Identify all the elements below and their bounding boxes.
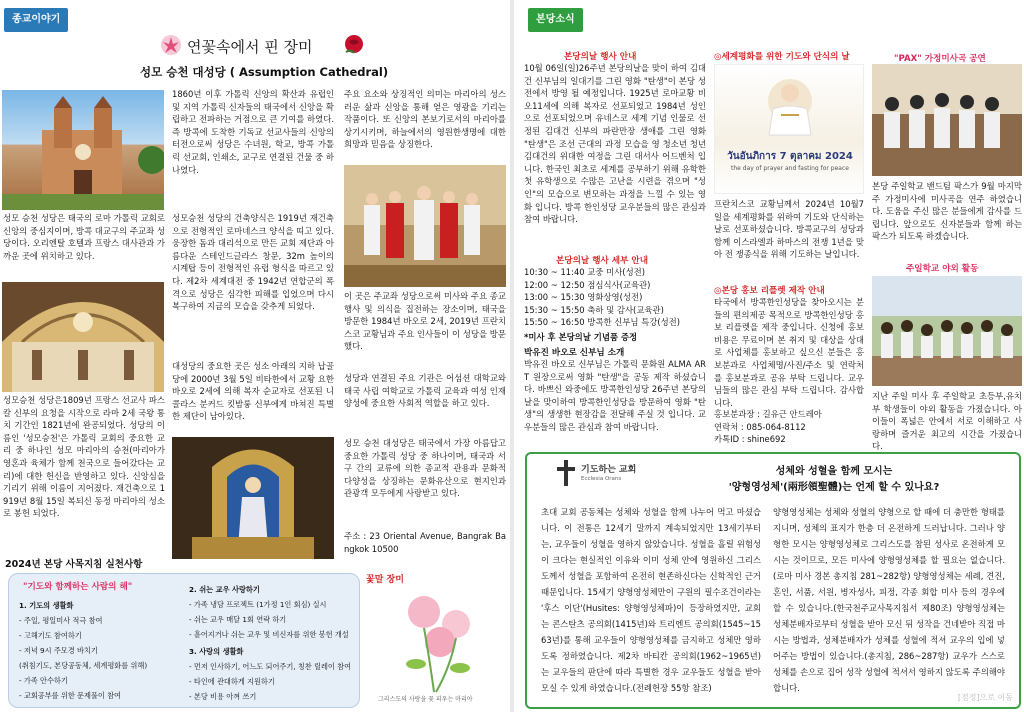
plan-item: - 쉬는 교우 매달 1회 연락 하기 (189, 615, 287, 624)
praying-church-icon (555, 460, 577, 486)
cathedral-dome-photo (2, 282, 164, 392)
col1-paragraph-2: 성모승천 성당은1809년 프랑스 선교사 파스칼 신부의 요청을 시작으로 라마 2세 국왕 통치 기간인 1821년에 완공되었다. 성당의 이름인 '성모승천'은 가톨릭 교회의 중요한 교리 중 하나인 성모 마리아의 승천(마리아가 영혼과 육체가 함께 천국으로 들어갔다는 교리)에 대한 헌신을 반영하고 있다. 신앙심을 기리기 위해 이름이 지어졌다. 재건축으로 1919년 8월 15일 복되신 동정 마리아의 성소로 봉헌 되었다. (3, 395, 165, 519)
contact-info (714, 408, 864, 446)
plan-slogan: "기도와 함께하는 사람의 해" (23, 582, 133, 592)
watermark: [점정]으로 이동 (957, 693, 1013, 702)
communion-article-box (525, 452, 1021, 709)
plan-item: 2. 쉬는 교우 사랑하기 (189, 585, 260, 594)
article-left-text: 초대 교회 공동체는 성체와 성혈을 함께 나누어 먹고 마셨습니다. 이 전통은 12세기 말까지 계속되었지만 13세기부터는, 교우들이 성혈을 영하지 않았습니다. 성혈을 흘릴 위험성이 크다는 현실적인 이유와 이미 성체 안에 영원하신 그리스도께서 성혈을 포함하여 온전히 현존하신다는 신학적인 근거 때문입니다. 15세기 양형영성체만이 구원의 필수조건이라는 '후스 이단'(Husites: 양형영성체파)이 등장하였지만, 교회는 콘스탄츠 공의회(1415년)와 트리엔트 공의회(1545~1563년)를 통해 교우들이 양형영성체를 금지하고 성체만 영하도록 정하였습니다. 제2차 바티칸 공의회(1962~1965년)는 교우들의 판단에 따라 특별한 경우 교우들도 성혈을 받아 모실 수 있게 하였습니다.(전례헌장 55항 참조) (541, 507, 761, 693)
lotus-icon (160, 34, 182, 56)
poster-title: วันอันภิการ 7 ตุลาคม 2024 (727, 151, 853, 162)
left-page (0, 0, 510, 712)
page-subtitle: 성모 승천 대성당 ( Assumption Cathedral) (140, 65, 389, 79)
schedule-item: *미사 후 본당의날 기념품 증정 (524, 331, 638, 342)
schedule-item: 15:50 ~ 16:50 방콕한 신부님 특강(성전) (524, 317, 681, 328)
priest-text: 박유진 바오로 신부님은 가톨릭 문화원 ALMA ART 원장으로써 영화 "탄생"을 공동 제작 하셨습니다. 바쁘신 와중에도 방콕한인성당 26주년 본당의날을 맞이하여 방콕한인성당을 방문하여 영화 "탄생"의 생생한 현장감을 전달해 주실 것 입니다. 교우분들의 많은 관심과 참여 바랍니다. (524, 359, 706, 432)
plan-item: - 가족 냉담 프로젝트 (1가정 1인 회심) 실시 (189, 600, 327, 609)
drawing-note: 그리스도의 사랑을 꽃 피우는 마리아 (378, 696, 473, 703)
plan-item: - 주일, 평일미사 적극 참여 (19, 616, 103, 625)
col3-paragraph-2: 이 곳은 주교좌 성당으로써 미사와 주요 종교 행사 및 의식을 집전하는 장소이며, 태국을 방문한 1984년 바오로 2세, 2019년 프란치스코 교황님과 주요 인사들이 이 성당을 방문했다. (344, 291, 506, 352)
address: 주소 : 23 Oriental Avenue, Bangrak Bangkok 10500 (344, 531, 506, 554)
schedule-item: 12:00 ~ 12:50 점심식사(교육관) (524, 279, 651, 290)
col2-paragraph-3: 대성당의 중요한 곳은 성소 아래의 지하 납골당에 2000년 3월 5일 비타한에서 교황 요한 바오로 2세에 의해 복자 순교자로 선포된 니콜라스 분커드 킷밤룽 신부에게 바쳐진 특별한 제단이 남아있다. (172, 361, 334, 422)
col1-paragraph-1: 성모 승천 성당은 태국의 로마 가톨릭 교회로 신앙의 중심지이며, 방콕 대교구의 주교좌 성당이다. 오리엔탈 호텔과 프랑스 대사관과 가까운 곳에 위치하고 있다. (3, 213, 165, 261)
schedule-item: 15:30 ~ 15:50 축하 및 감사(교육관) (524, 304, 664, 315)
schedule-heading: 본당의날 행사 세부 안내 (556, 256, 648, 266)
plan-item: - 본당 비용 아껴 쓰기 (189, 692, 257, 701)
schedule-list (524, 266, 706, 344)
schedule-item: 13:00 ~ 15:30 영화상영(성전) (524, 292, 643, 303)
pax-heading: "PAX" 가정미사곡 공연 (894, 54, 986, 64)
pastoral-plan-box (8, 573, 360, 708)
poster-subtitle: the day of prayer and fasting for peace (731, 165, 849, 172)
plan-item: (취침기도, 본당공동체, 세계평화를 위해) (19, 661, 148, 670)
plan-item: - 고해기도 참여하기 (19, 631, 82, 640)
drawing-caption: 꽃말 장미 (366, 575, 404, 585)
plan-item: - 먼저 인사하기, 어느도 되어주기, 칭찬 릴레이 참여 (189, 662, 352, 671)
plan-item: 3. 사랑의 생활화 (189, 647, 244, 656)
rose-drawing (364, 572, 508, 708)
article-title-line2: '양형영성체'(兩形領聖體)는 언제 할 수 있나요? (728, 482, 940, 493)
altar-statue-photo (172, 437, 334, 559)
col3-paragraph-3: 성당과 연결된 주요 기관은 어섬션 대학교와 태국 사립 여학교로 가톨릭 교육과 여성 인재 양성에 중요한 사회적 역할을 하고 있다. (344, 373, 506, 409)
col3-paragraph-1: 주요 요소와 상징적인 의미는 마리아의 성스러운 삶과 신앙을 통해 얻은 영광을 기리는 작품이다. 또 신앙의 본보기로서의 마리아를 상기시키며, 하늘에서의 영원한생명에 대한 희망과 믿음을 상징한다. (344, 89, 506, 150)
peace-day-text: 프란치스코 교황님께서 2024년 10월7일을 세계평화를 위하여 기도와 단식하는 날로 선포하셨습니다. 방콕교구의 성당과 함께 이스라엘과 하마스의 전쟁 1년을 맞아 전 쟁종식을 위해 기도하는 날입니다. (714, 199, 864, 260)
schedule-item: 10:30 ~ 11:40 교중 미사(성전) (524, 267, 646, 277)
parish-day-heading: 본당의날 행사 안내 (564, 52, 637, 62)
outing-text: 지난 주일 미사 후 주일학교 초등부,유치부 학생들이 야외 활동을 가졌습니다. 아이들이 폭넓은 안에서 서로 이해하고 사랑하며 즐거운 최고의 시간을 가졌습니다. (872, 391, 1022, 452)
parish-day-text: 10월 06일(일)26주년 본당의날을 맞이 하여 김대건 신부님의 일대기를 그린 영화 "탄생"이 본당 성전에서 방영 될 예정입니다. 1925년 로마교황 비오11세에 의해 복자로 선포되었고 1984년 성인으로 선포되었으며 유네스코 세계 기념 인물로 선정된 김대건 신부의 파란만장 생애를 그린 영화 "탄생"은 조선 근대의 과정 모습을 영 청소년 청년 김대건의 위대한 여정을 그린 대서사 어드벤처 입니다. 한국인 최초로 세계를 공부하기 위해 유학한 첫 유학생으로 수많은 고난을 시련을 겪으며 "성인"의 모습으로 변모하는 과정을 느낄 수 있는 영화 입니다. 방콕 한인성당 교우분들의 많은 관심과 참여 바랍니다. (524, 63, 706, 225)
pax-band-photo (872, 64, 1022, 176)
contact-line: 연락처 : 085-064-8112 (714, 421, 806, 432)
peace-day-heading: ◎세계평화를 위한 기도와 단식의 날 (714, 52, 850, 62)
plan-item: - 가족 안수하기 (19, 676, 68, 685)
contact-line: 카톡ID : shine692 (714, 434, 786, 445)
mass-ceremony-photo (344, 165, 506, 287)
logo-sub: Ecclesia Orans (581, 476, 622, 482)
plan-item: 1. 기도의 생활화 (19, 601, 74, 610)
section-tag-parish-news: 본당소식 (528, 8, 583, 32)
leaflet-heading: ◎본당 홍보 리플렛 제작 안내 (714, 286, 825, 296)
outing-group-photo (872, 276, 1022, 386)
priest-heading: 박유진 바오로 신부님 소개 (524, 348, 625, 358)
logo-label: 기도하는 교회 (581, 465, 637, 475)
plan-item: - 저녁 9시 주모경 바치기 (19, 646, 98, 655)
plan-item: - 흩어지거나 쉬는 교우 및 비신자를 위한 봉헌 개설 (189, 630, 349, 639)
pax-text: 본당 주일학교 밴드팀 팍스가 9월 마지막주 가정미사에 미사곡을 연주 하였습니다. 도움을 주신 많은 분들에게 감사를 드립니다. 앞으로도 신자분들과 함께 하는 팍스가 되도록 하겠습니다. (872, 181, 1022, 242)
section-tag-religion: 종교이야기 (4, 8, 68, 32)
contact-line: 홍보분과장 : 길유근 안드레아 (714, 409, 822, 419)
article-title-line1: 성체와 성혈을 함께 모시는 (775, 466, 893, 477)
plan-item: - 타인에 관대하게 지원하기 (189, 677, 275, 686)
article-right-text: 양형영성체는 성체와 성혈의 양형으로 할 때에 더 충만한 형태를 지니며, 성체의 표지가 한층 더 온전하게 드러납니다. 그러나 양형한 모시는 양형영성체로 그리스도를 참된 성사로 온전하게 모시는 것이므로, 모든 미사에 양형영성체를 할 필요는 없습니다.(로마 미사 경본 총지침 281~282항) 양형영성체는 세례, 견진, 혼인, 서품, 서원, 병자성사, 피정, 각종 회합 미사 등의 경우에 할 수 있습니다.(한국천주교사목지침서 제80조) 양형영성체는 성체분배자로부터 성혈을 받아 모신 뒤 성작을 건네받아 직접 마시는 방법과, 성체분배자가 성체를 성혈에 적셔 교우의 입에 넣어주는 방법이 있습니다.(총지침, 286~287항) 교우가 스스로 성체를 손으로 집어 성작 성혈에 적셔서 영하지 않도록 주의해야 합니다. (773, 507, 1005, 693)
page-title: 연꽃속에서 핀 장미 (187, 38, 313, 56)
plan-item: - 교회공부를 위한 문제풀이 참여 (19, 691, 121, 700)
plan-column-1 (19, 596, 184, 703)
col2-paragraph-1: 1860년 이후 가톨릭 신앙의 확산과 유럽인 및 지역 가톨릭 신자들의 태국에서 신앙을 확립하고 전파하는 거점으로 큰 기여를 하였다. 즉 방콕에 도착한 기독교 선교사들의 신앙의 터전으로써 성당은 수녀원, 학교, 방콕 가톨릭 선교회, 인쇄소, 교구로 연결된 건물 중 하나였다. (172, 89, 334, 175)
outing-heading: 주일학교 야외 활동 (906, 264, 979, 274)
cathedral-exterior-photo (2, 90, 164, 210)
plan-column-2 (189, 580, 357, 704)
peace-day-poster (714, 64, 864, 194)
plan-title: 2024년 본당 사목지침 실천사항 (5, 559, 143, 570)
col2-paragraph-2: 성모승천 성당의 건축양식은 1919년 재건축으로 전형적인 로마네스크 양식을 띠고 있다. 웅장한 돔과 대리석으로 만든 교회 제단과 아름다운 스테인드글라스 창문, 32m 높이의 시계탑 등이 전형적인 유럽 형식을 따르고 있다. 제2차 세계대전 중 1942년 연합군의 폭격으로 성당은 심각한 피해를 입었으며 다시 복구하여 지금의 모습을 갖추게 되었다. (172, 213, 334, 312)
leaflet-text: 타국에서 방콕한인성당을 찾아오시는 분들의 편의제공 목적으로 방콕한인성당 홍보 리플렛을 제작 중입니다. 신청에 홍보 비용은 무료이며 본 취지 및 대상을 상대로 사업체를 홍보하고 싶으신 분들은 홍보분과로 사업체명/사진/주소 및 연락처를 홍보분과로 공유 부탁 드립니다. 교우님들의 많은 관심 부탁 드립니다. 감사합니다. (714, 297, 864, 408)
rose-icon (342, 33, 366, 57)
col3-paragraph-4: 성모 승천 대성당은 태국에서 가장 아름답고 중요한 가톨릭 성당 중 하나이며, 태국과 서구 간의 교류에 의한 종교적 관용과 문화적 다양성을 상징하는 문화유산으로 현지인과 관광객 모두에게 사랑받고 있다. (344, 438, 506, 499)
right-page (514, 0, 1024, 712)
